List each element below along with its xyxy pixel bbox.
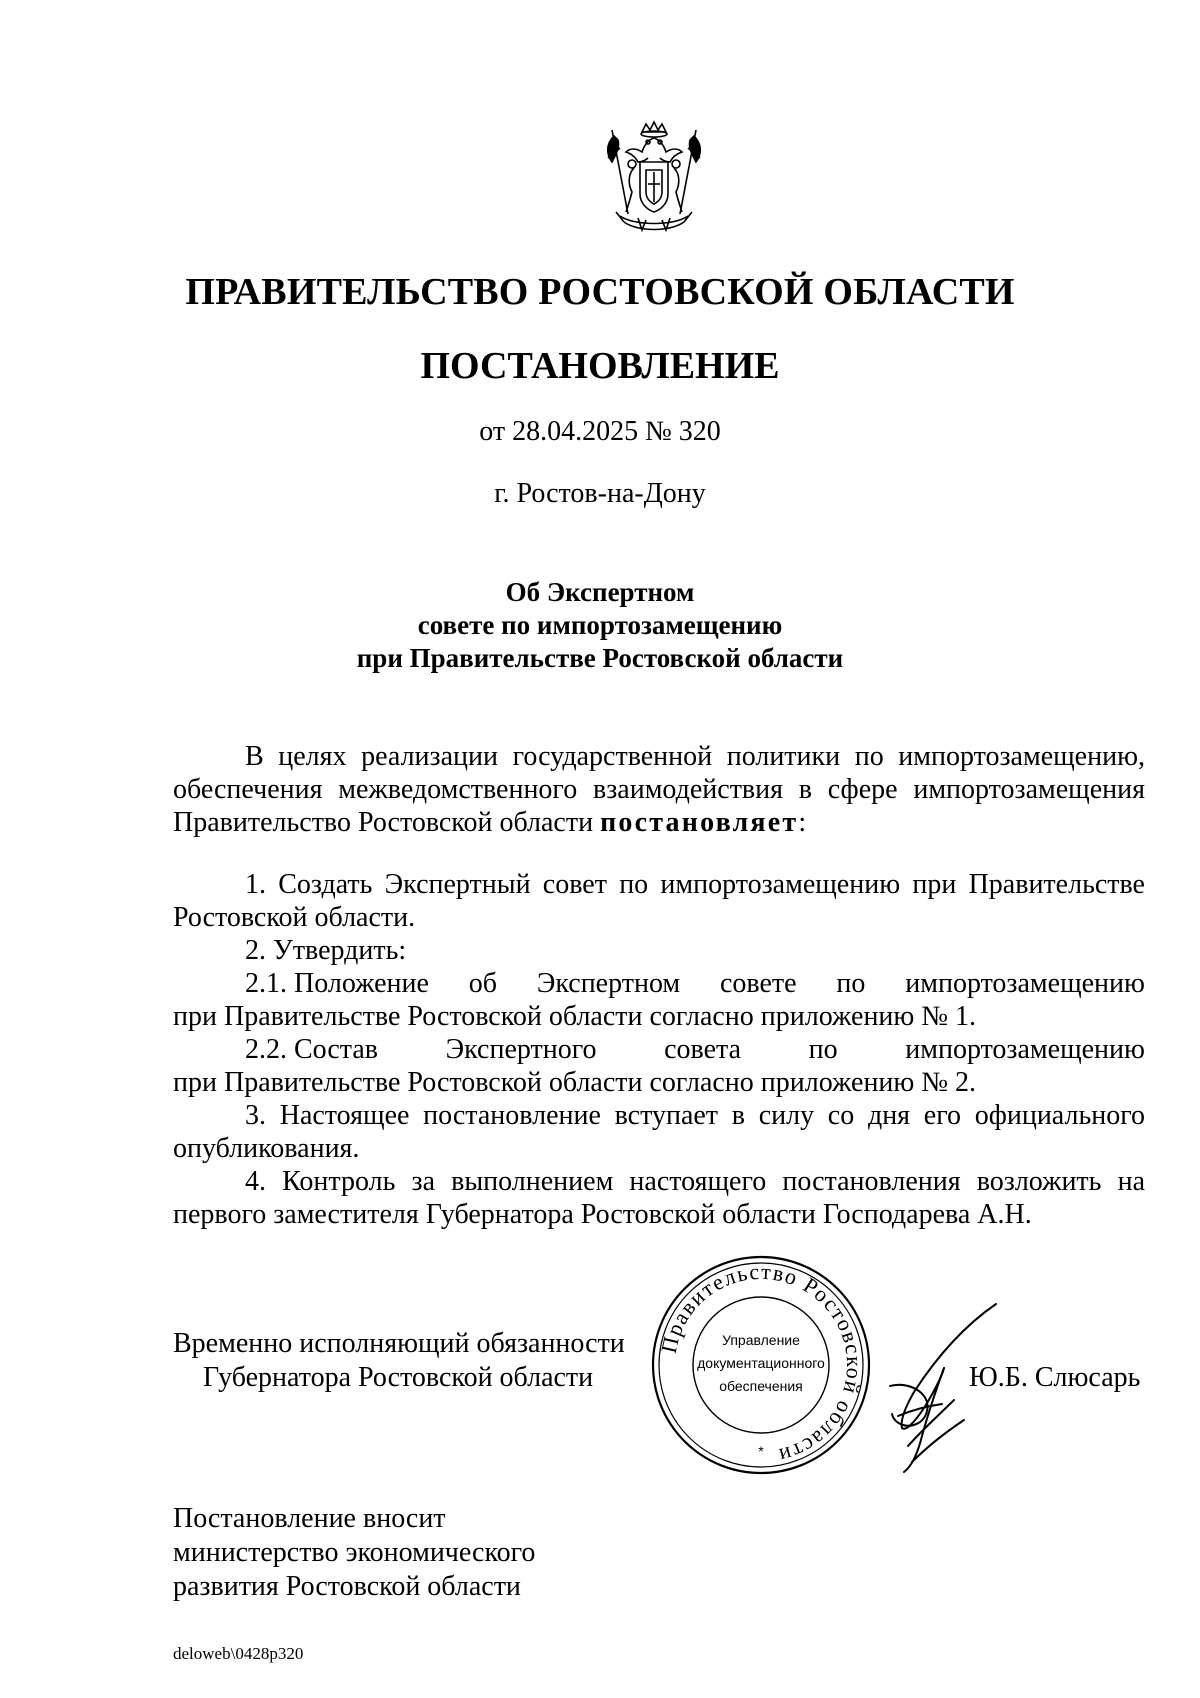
preamble-colon: :	[798, 807, 807, 838]
item-2-1-word: Экспертном	[536, 968, 681, 999]
item-2-2-word: импортозамещению	[905, 1034, 1145, 1065]
submitter-line-1: Постановление вносит	[173, 1503, 446, 1534]
document-reference: deloweb\0428p320	[173, 1644, 304, 1663]
preamble-keyword: постановляет	[600, 807, 799, 838]
preamble-paragraph	[173, 740, 1145, 839]
item-2-2-word: совета	[664, 1034, 742, 1065]
stamp-outer-text: Правительство Ростовской области	[655, 1258, 868, 1470]
signatory-name: Ю.Б. Слюсарь	[969, 1362, 1141, 1393]
stamp-star-icon: *	[758, 1443, 764, 1459]
item-3: 3. Настоящее постановление вступает в силу со дня его официального опубликования.	[173, 1100, 1145, 1164]
item-2-1	[173, 967, 1145, 1033]
item-2-2-word: по	[808, 1034, 838, 1065]
signatory-position	[173, 1327, 625, 1395]
title-line-2: совете по импортозамещению	[417, 610, 783, 640]
title-line-1: Об Экспертном	[505, 577, 695, 607]
item-4: 4. Контроль за выполнением настоящего постановления возложить на первого заместителя Губернатора Ростовской области Господарева А.Н.	[173, 1166, 1145, 1230]
submitter-line-3: развития Ростовской области	[173, 1571, 521, 1602]
resolution-items	[173, 868, 1145, 1231]
item-2-1-word: по	[836, 968, 866, 999]
item-2: 2. Утвердить:	[245, 935, 407, 966]
stamp-inner-line-1: Управление	[722, 1332, 800, 1348]
document-date-number: от 28.04.2025 № 320	[479, 416, 721, 447]
organization-name: ПРАВИТЕЛЬСТВО РОСТОВСКОЙ ОБЛАСТИ	[185, 271, 1015, 313]
item-2-1-word: импортозамещению	[905, 968, 1145, 999]
item-2-1-word: об	[468, 968, 498, 999]
item-1: 1. Создать Экспертный совет по импортозамещению при Правительстве Ростовской области.	[173, 869, 1145, 933]
item-2-2-word: 2.2. Состав	[245, 1034, 379, 1065]
item-2-2-word: Экспертного	[445, 1034, 597, 1065]
signatory-position-line-1: Временно исполняющий обязанности	[173, 1328, 625, 1359]
signatory-position-line-2: Губернатора Ростовской области	[203, 1362, 594, 1393]
item-2-1-first-line	[173, 967, 1145, 1000]
document-title	[0, 576, 1200, 675]
submitter-block	[173, 1502, 535, 1604]
official-stamp	[648, 1252, 874, 1478]
item-2-2	[173, 1033, 1145, 1099]
stamp-inner-line-3: обеспечения	[719, 1378, 803, 1394]
coat-of-arms-icon	[598, 118, 710, 236]
item-2-1-rest: при Правительстве Ростовской области согласно приложению № 1.	[173, 1001, 977, 1032]
preamble	[173, 740, 1145, 839]
item-2-2-rest: при Правительстве Ростовской области согласно приложению № 2.	[173, 1067, 977, 1098]
item-2-1-word: совете	[720, 968, 797, 999]
document-city: г. Ростов-на-Дону	[494, 478, 706, 509]
title-line-3: при Правительстве Ростовской области	[356, 643, 844, 673]
preamble-text: В целях реализации государственной политики по импортозамещению, обеспечения межведомственного взаимодействия в сфере импортозамещения Правительство Ростовской области	[173, 741, 1145, 838]
submitter-line-2: министерство экономического	[173, 1537, 536, 1568]
item-2-1-word: 2.1. Положение	[245, 968, 429, 999]
document-type: ПОСТАНОВЛЕНИЕ	[420, 345, 780, 387]
item-2-2-first-line	[173, 1033, 1145, 1066]
stamp-inner-line-2: документационного	[697, 1355, 825, 1371]
